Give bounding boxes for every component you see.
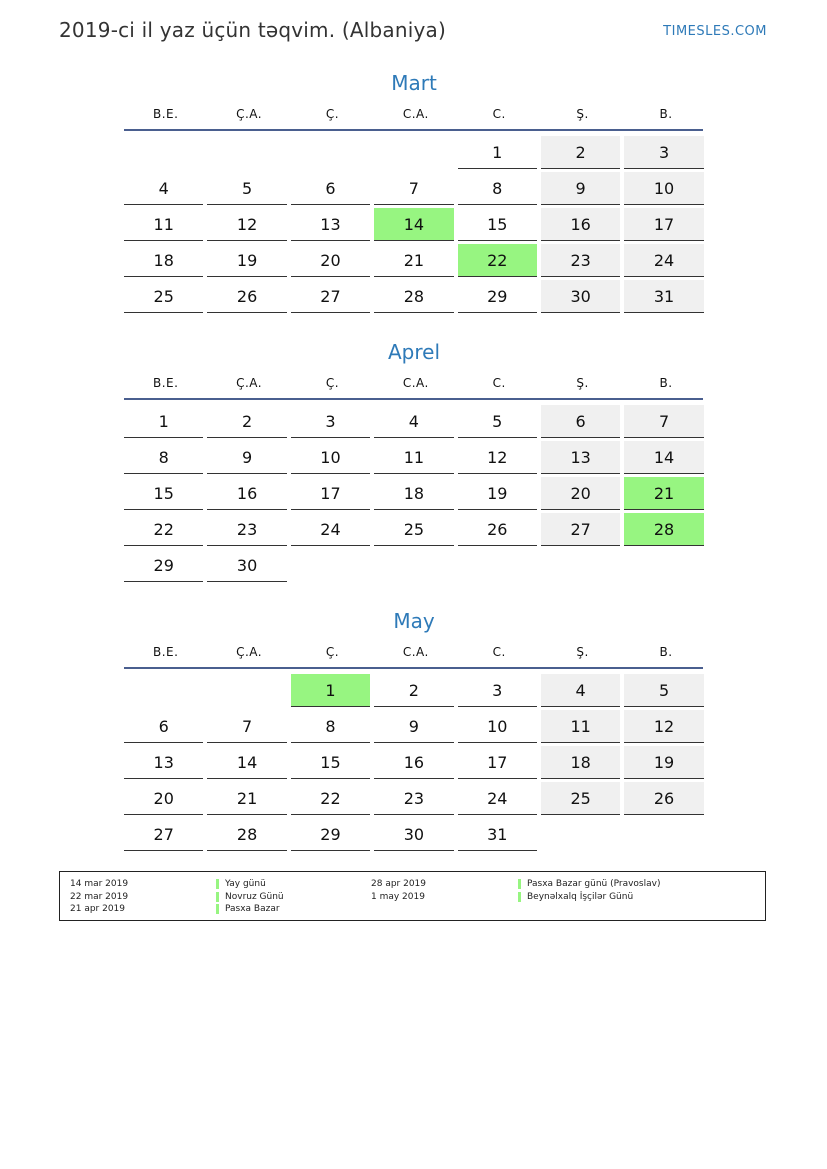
- day-cell: 10: [291, 441, 370, 474]
- day-cell: 2: [374, 674, 453, 707]
- day-cell: 27: [541, 513, 620, 546]
- day-cell: 26: [207, 280, 286, 313]
- day-cell: 10: [624, 172, 703, 205]
- holiday-day-cell: 21: [624, 477, 703, 510]
- weekday-header: [124, 98, 704, 129]
- legend-right-names: [518, 878, 660, 903]
- day-cell: 24: [458, 782, 537, 815]
- day-cell: 3: [458, 674, 537, 707]
- day-cell: 25: [374, 513, 453, 546]
- legend-left-dates: [70, 878, 128, 916]
- day-cell: 1: [124, 405, 203, 438]
- day-cell: 13: [541, 441, 620, 474]
- day-cell: 31: [624, 280, 703, 313]
- day-cell: 25: [541, 782, 620, 815]
- day-cell: 6: [541, 405, 620, 438]
- day-cell: 8: [291, 710, 370, 743]
- holiday-legend: [59, 871, 766, 921]
- weekday-label: Ç.: [325, 106, 340, 121]
- holiday-day-cell: 22: [458, 244, 537, 277]
- legend-date: 22 mar 2019: [70, 891, 129, 902]
- day-cell: 11: [124, 208, 203, 241]
- weekday-label: Ç.: [325, 375, 340, 390]
- day-cell: 5: [207, 172, 286, 205]
- day-cell: 5: [458, 405, 537, 438]
- day-cell: 30: [374, 818, 453, 851]
- day-cell: 27: [124, 818, 203, 851]
- holiday-day-cell: 28: [624, 513, 703, 546]
- day-cell: 12: [458, 441, 537, 474]
- day-cell: 15: [124, 477, 203, 510]
- header-divider: [124, 667, 703, 669]
- day-cell: 12: [624, 710, 703, 743]
- day-cell: 3: [291, 405, 370, 438]
- day-cell: 16: [207, 477, 286, 510]
- day-cell: 11: [374, 441, 453, 474]
- day-cell: 20: [124, 782, 203, 815]
- weekday-header: [124, 636, 704, 667]
- weekday-label: C.: [492, 375, 506, 390]
- day-cell: 26: [624, 782, 703, 815]
- day-cell: 10: [458, 710, 537, 743]
- legend-date: 14 mar 2019: [70, 879, 129, 889]
- header-divider: [124, 129, 703, 131]
- day-cell: 4: [374, 405, 453, 438]
- day-cell: 23: [374, 782, 453, 815]
- legend-date: 28 apr 2019: [371, 879, 427, 889]
- day-cell: 17: [624, 208, 703, 241]
- day-cell: 28: [374, 280, 453, 313]
- day-cell: 28: [207, 818, 286, 851]
- day-cell: 19: [207, 244, 286, 277]
- legend-holiday-name: Pasxa Bazar günü (Pravoslav): [518, 879, 660, 889]
- day-cell: 4: [541, 674, 620, 707]
- day-cell: 29: [458, 280, 537, 313]
- page-title: 2019-ci il yaz üçün təqvim. (Albaniya): [59, 18, 446, 42]
- day-grid: [124, 674, 704, 854]
- weekday-label: Ç.A.: [236, 644, 263, 659]
- month-title: May: [393, 609, 435, 633]
- weekday-label: C.A.: [402, 644, 429, 659]
- day-cell: 30: [207, 549, 286, 582]
- day-grid: [124, 405, 704, 585]
- holiday-day-cell: 14: [374, 208, 453, 241]
- weekday-label: Ç.: [325, 644, 340, 659]
- month-title: Aprel: [387, 340, 441, 364]
- day-grid: [124, 136, 704, 316]
- day-cell: 21: [374, 244, 453, 277]
- day-cell: 7: [374, 172, 453, 205]
- day-cell: 19: [624, 746, 703, 779]
- weekday-label: B.E.: [152, 106, 179, 121]
- day-cell: 20: [541, 477, 620, 510]
- legend-date: 21 apr 2019: [70, 904, 126, 914]
- day-cell: 29: [291, 818, 370, 851]
- day-cell: 22: [124, 513, 203, 546]
- day-cell: 5: [624, 674, 703, 707]
- day-cell: 14: [624, 441, 703, 474]
- legend-holiday-name: Beynəlxalq İşçilər Günü: [518, 892, 633, 902]
- weekday-label: B.E.: [152, 375, 179, 390]
- weekday-label: Ş.: [576, 106, 589, 121]
- day-cell: 3: [624, 136, 703, 169]
- day-cell: 16: [374, 746, 453, 779]
- weekday-label: B.E.: [152, 644, 179, 659]
- weekday-label: Ş.: [576, 375, 589, 390]
- day-cell: 26: [458, 513, 537, 546]
- site-link[interactable]: TIMESLES.COM: [663, 24, 767, 39]
- day-cell: 22: [291, 782, 370, 815]
- day-cell: 4: [124, 172, 203, 205]
- day-cell: 8: [458, 172, 537, 205]
- legend-right-dates: [371, 878, 426, 903]
- day-cell: 24: [624, 244, 703, 277]
- weekday-label: C.A.: [402, 106, 429, 121]
- day-cell: 23: [541, 244, 620, 277]
- day-cell: 21: [207, 782, 286, 815]
- day-cell: 13: [291, 208, 370, 241]
- weekday-label: C.: [492, 644, 506, 659]
- weekday-label: C.A.: [402, 375, 429, 390]
- month-april: [124, 337, 704, 585]
- day-cell: 6: [124, 710, 203, 743]
- day-cell: 11: [541, 710, 620, 743]
- day-cell: 16: [541, 208, 620, 241]
- day-cell: 27: [291, 280, 370, 313]
- day-cell: 7: [624, 405, 703, 438]
- day-cell: 19: [458, 477, 537, 510]
- day-cell: 8: [124, 441, 203, 474]
- month-march: [124, 68, 704, 316]
- weekday-label: Ç.A.: [236, 106, 263, 121]
- day-cell: 15: [291, 746, 370, 779]
- empty-cell: [124, 674, 203, 707]
- header-divider: [124, 398, 703, 400]
- empty-cell: [124, 136, 203, 169]
- day-cell: 12: [207, 208, 286, 241]
- day-cell: 1: [458, 136, 537, 169]
- weekday-label: C.: [492, 106, 506, 121]
- weekday-label: Ç.A.: [236, 375, 263, 390]
- day-cell: 7: [207, 710, 286, 743]
- empty-cell: [291, 136, 370, 169]
- day-cell: 17: [291, 477, 370, 510]
- day-cell: 9: [541, 172, 620, 205]
- day-cell: 20: [291, 244, 370, 277]
- day-cell: 24: [291, 513, 370, 546]
- legend-holiday-name: Yay günü: [216, 879, 266, 889]
- month-title: Mart: [391, 71, 437, 95]
- day-cell: 2: [207, 405, 286, 438]
- legend-date: 1 may 2019: [371, 891, 425, 902]
- day-cell: 18: [374, 477, 453, 510]
- day-cell: 9: [374, 710, 453, 743]
- holiday-day-cell: 1: [291, 674, 370, 707]
- day-cell: 29: [124, 549, 203, 582]
- weekday-label: B.: [659, 375, 673, 390]
- day-cell: 18: [541, 746, 620, 779]
- legend-holiday-name: Novruz Günü: [216, 892, 284, 902]
- month-may: [124, 606, 704, 854]
- weekday-label: B.: [659, 106, 673, 121]
- weekday-header: [124, 367, 704, 398]
- day-cell: 31: [458, 818, 537, 851]
- day-cell: 25: [124, 280, 203, 313]
- day-cell: 6: [291, 172, 370, 205]
- legend-holiday-name: Pasxa Bazar: [216, 904, 280, 914]
- day-cell: 9: [207, 441, 286, 474]
- day-cell: 18: [124, 244, 203, 277]
- weekday-label: Ş.: [576, 644, 589, 659]
- day-cell: 30: [541, 280, 620, 313]
- empty-cell: [207, 674, 286, 707]
- day-cell: 23: [207, 513, 286, 546]
- day-cell: 14: [207, 746, 286, 779]
- day-cell: 13: [124, 746, 203, 779]
- day-cell: 15: [458, 208, 537, 241]
- empty-cell: [374, 136, 453, 169]
- day-cell: 17: [458, 746, 537, 779]
- empty-cell: [207, 136, 286, 169]
- legend-left-names: [216, 878, 284, 916]
- weekday-label: B.: [659, 644, 673, 659]
- day-cell: 2: [541, 136, 620, 169]
